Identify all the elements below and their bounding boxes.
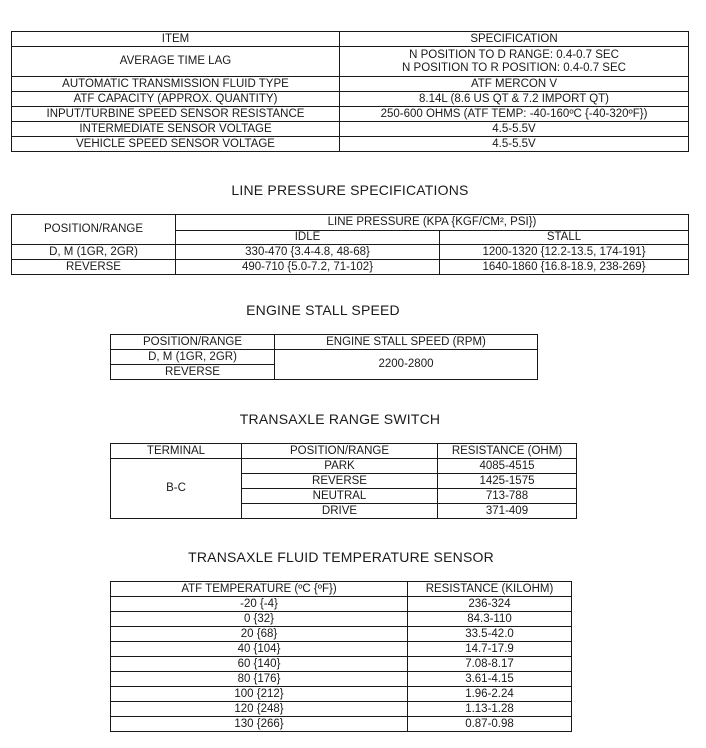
ft-temp-cell: 60 {140} — [111, 657, 408, 672]
spec-item-cell: INPUT/TURBINE SPEED SENSOR RESISTANCE — [12, 107, 340, 122]
spec-item-cell: AUTOMATIC TRANSMISSION FLUID TYPE — [12, 77, 340, 92]
lp-position-cell: REVERSE — [12, 260, 176, 275]
rs-position-cell: REVERSE — [242, 474, 438, 489]
lp-position-cell: D, M (1GR, 2GR) — [12, 245, 176, 260]
rs-position-cell: PARK — [242, 459, 438, 474]
ss-header-speed: ENGINE STALL SPEED (RPM) — [275, 335, 538, 350]
rs-position-cell: DRIVE — [242, 504, 438, 519]
spec-item-cell: AVERAGE TIME LAG — [12, 47, 340, 77]
ft-temp-cell: -20 {-4} — [111, 597, 408, 612]
ss-position-cell: D, M (1GR, 2GR) — [111, 350, 275, 365]
spec-item-cell: VEHICLE SPEED SENSOR VOLTAGE — [12, 137, 340, 152]
spec-value-cell: ATF MERCON V — [340, 77, 689, 92]
ft-resistance-cell: 7.08-8.17 — [408, 657, 572, 672]
rs-header-resistance: RESISTANCE (OHM) — [438, 444, 577, 459]
line-pressure-title: LINE PRESSURE SPECIFICATIONS — [231, 182, 469, 198]
fluid-temp-table — [110, 581, 572, 732]
ft-resistance-cell: 1.96-2.24 — [408, 687, 572, 702]
stall-speed-title: ENGINE STALL SPEED — [246, 302, 400, 318]
ft-temp-cell: 100 {212} — [111, 687, 408, 702]
ft-resistance-cell: 3.61-4.15 — [408, 672, 572, 687]
rs-terminal-cell: B-C — [111, 459, 242, 519]
rs-resistance-cell: 371-409 — [438, 504, 577, 519]
ft-header-resistance: RESISTANCE (KILOHM) — [408, 582, 572, 597]
lp-header-stall: STALL — [440, 231, 689, 245]
ft-header-temp: ATF TEMPERATURE (ºC {ºF}) — [111, 582, 408, 597]
ft-temp-cell: 80 {176} — [111, 672, 408, 687]
spec-value-cell: 4.5-5.5V — [340, 137, 689, 152]
ft-temp-cell: 120 {248} — [111, 702, 408, 717]
range-switch-table — [110, 443, 577, 519]
spec-value-line: N POSITION TO R POSITION: 0.4-0.7 SEC — [402, 61, 626, 74]
ss-speed-cell: 2200-2800 — [275, 350, 538, 380]
ss-position-cell: REVERSE — [111, 365, 275, 380]
spec-header-specification: SPECIFICATION — [340, 32, 689, 47]
ft-resistance-cell: 14.7-17.9 — [408, 642, 572, 657]
rs-header-position: POSITION/RANGE — [242, 444, 438, 459]
lp-header-group: LINE PRESSURE (KPA {KGF/CM², PSI}) — [176, 215, 689, 231]
fluid-temp-title: TRANSAXLE FLUID TEMPERATURE SENSOR — [188, 549, 494, 565]
ft-resistance-cell: 236-324 — [408, 597, 572, 612]
lp-idle-cell: 490-710 {5.0-7.2, 71-102} — [176, 260, 440, 275]
range-switch-title: TRANSAXLE RANGE SWITCH — [239, 411, 441, 427]
spec-table — [11, 31, 689, 152]
lp-header-position: POSITION/RANGE — [12, 215, 176, 245]
ft-temp-cell: 40 {104} — [111, 642, 408, 657]
ss-header-position: POSITION/RANGE — [111, 335, 275, 350]
spec-value-cell: 8.14L (8.6 US QT & 7.2 IMPORT QT) — [340, 92, 689, 107]
spec-header-item: ITEM — [12, 32, 340, 47]
spec-value-cell: 250-600 OHMS (ATF TEMP: -40-160ºC {-40-320ºF}) — [340, 107, 689, 122]
rs-resistance-cell: 1425-1575 — [438, 474, 577, 489]
ft-resistance-cell: 1.13-1.28 — [408, 702, 572, 717]
ft-temp-cell: 130 {266} — [111, 717, 408, 732]
lp-header-idle: IDLE — [176, 231, 440, 245]
line-pressure-table — [11, 214, 689, 275]
lp-idle-cell: 330-470 {3.4-4.8, 48-68} — [176, 245, 440, 260]
ft-resistance-cell: 0.87-0.98 — [408, 717, 572, 732]
rs-resistance-cell: 4085-4515 — [438, 459, 577, 474]
spec-value-cell: 4.5-5.5V — [340, 122, 689, 137]
rs-resistance-cell: 713-788 — [438, 489, 577, 504]
stall-speed-table — [110, 334, 538, 380]
lp-stall-cell: 1640-1860 {16.8-18.9, 238-269} — [440, 260, 689, 275]
rs-header-terminal: TERMINAL — [111, 444, 242, 459]
spec-item-cell: INTERMEDIATE SENSOR VOLTAGE — [12, 122, 340, 137]
rs-position-cell: NEUTRAL — [242, 489, 438, 504]
spec-value-cell — [340, 47, 689, 77]
lp-stall-cell: 1200-1320 {12.2-13.5, 174-191} — [440, 245, 689, 260]
ft-temp-cell: 20 {68} — [111, 627, 408, 642]
spec-item-cell: ATF CAPACITY (APPROX. QUANTITY) — [12, 92, 340, 107]
ft-resistance-cell: 84.3-110 — [408, 612, 572, 627]
ft-resistance-cell: 33.5-42.0 — [408, 627, 572, 642]
ft-temp-cell: 0 {32} — [111, 612, 408, 627]
spec-value-line: N POSITION TO D RANGE: 0.4-0.7 SEC — [409, 48, 619, 61]
